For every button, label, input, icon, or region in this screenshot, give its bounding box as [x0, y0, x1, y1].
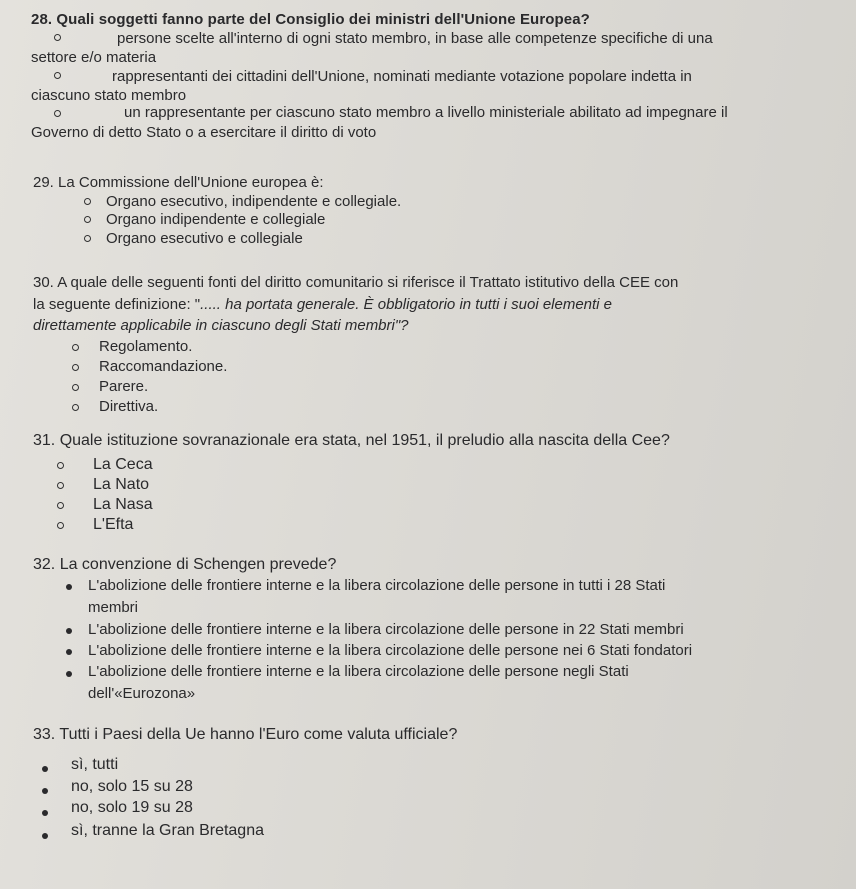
question-30-quote: ..... ha portata generale. È obbligatorio in tutti i suoi elementi e: [200, 296, 613, 313]
radio-option[interactable]: [54, 34, 61, 41]
bullet-option[interactable]: [42, 788, 48, 794]
option-text: un rappresentante per ciascuno stato membro a livello ministeriale abilitato ad impegnare il: [124, 104, 728, 121]
option-text: settore e/o materia: [31, 49, 157, 66]
radio-option[interactable]: [72, 344, 79, 351]
radio-option[interactable]: [57, 482, 64, 489]
option-text: ciascuno stato membro: [31, 87, 187, 104]
option-text: Regolamento.: [99, 338, 193, 355]
radio-option[interactable]: [57, 522, 64, 529]
option-text: Direttiva.: [99, 398, 159, 415]
radio-option[interactable]: [72, 404, 79, 411]
bullet-option[interactable]: [66, 671, 72, 677]
radio-option[interactable]: [84, 216, 91, 223]
option-text: L'abolizione delle frontiere interne e la libera circolazione delle persone in 22 Stati membri: [88, 621, 684, 638]
option-text: L'abolizione delle frontiere interne e la libera circolazione delle persone negli Stati: [88, 663, 629, 680]
option-text: Parere.: [99, 378, 149, 395]
radio-option[interactable]: [72, 364, 79, 371]
option-text: Organo esecutivo e collegiale: [106, 230, 303, 247]
question-29: 29. La Commissione dell'Unione europea è:: [33, 174, 324, 191]
option-text: L'Efta: [93, 516, 134, 533]
option-text: dell'«Eurozona»: [88, 685, 196, 702]
option-text: La Nasa: [93, 496, 153, 513]
option-text: membri: [88, 599, 139, 616]
bullet-option[interactable]: [42, 833, 48, 839]
option-text: rappresentanti dei cittadini dell'Unione, nominati mediante votazione popolare indetta in: [112, 68, 692, 85]
question-28: 28. Quali soggetti fanno parte del Consiglio dei ministri dell'Unione Europea?: [31, 11, 590, 28]
question-31: 31. Quale istituzione sovranazionale era stata, nel 1951, il preludio alla nascita della Cee?: [33, 432, 670, 449]
option-text: Organo esecutivo, indipendente e collegiale.: [106, 193, 402, 210]
option-text: sì, tranne la Gran Bretagna: [71, 822, 264, 839]
radio-option[interactable]: [84, 235, 91, 242]
question-30-line2-text: la seguente definizione: ": [33, 296, 201, 313]
bullet-option[interactable]: [42, 810, 48, 816]
option-text: Governo di detto Stato o a esercitare il diritto di voto: [31, 124, 377, 141]
question-30-line3: direttamente applicabile in ciascuno degli Stati membri"?: [33, 317, 409, 334]
option-text: Raccomandazione.: [99, 358, 228, 375]
radio-option[interactable]: [72, 384, 79, 391]
option-text: La Ceca: [93, 456, 153, 473]
bullet-option[interactable]: [66, 628, 72, 634]
question-30: 30. A quale delle seguenti fonti del diritto comunitario si riferisce il Trattato istitutivo della CEE con: [33, 274, 679, 291]
option-text: no, solo 19 su 28: [71, 799, 193, 816]
option-text: L'abolizione delle frontiere interne e la libera circolazione delle persone nei 6 Stati fondatori: [88, 642, 693, 659]
bullet-option[interactable]: [42, 766, 48, 772]
bullet-option[interactable]: [66, 584, 72, 590]
radio-option[interactable]: [54, 110, 61, 117]
question-32: 32. La convenzione di Schengen prevede?: [33, 556, 337, 573]
option-text: no, solo 15 su 28: [71, 778, 193, 795]
radio-option[interactable]: [57, 462, 64, 469]
option-text: Organo indipendente e collegiale: [106, 211, 326, 228]
radio-option[interactable]: [54, 72, 61, 79]
option-text: persone scelte all'interno di ogni stato membro, in base alle competenze specifiche di una: [117, 30, 713, 47]
radio-option[interactable]: [57, 502, 64, 509]
option-text: L'abolizione delle frontiere interne e la libera circolazione delle persone in tutti i 28 Stati: [88, 577, 666, 594]
option-text: sì, tutti: [71, 756, 119, 773]
bullet-option[interactable]: [66, 649, 72, 655]
radio-option[interactable]: [84, 198, 91, 205]
option-text: La Nato: [93, 476, 150, 493]
question-33: 33. Tutti i Paesi della Ue hanno l'Euro come valuta ufficiale?: [33, 726, 458, 743]
question-30-line2: [33, 297, 612, 312]
